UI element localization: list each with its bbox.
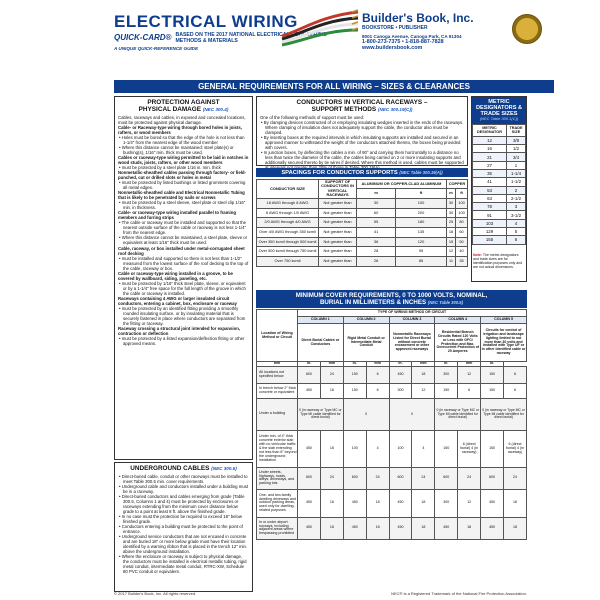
underground-title [115, 463, 252, 472]
spacings-cell-cu-ft: 50 [456, 237, 468, 247]
underground-section [114, 462, 253, 592]
cover-value-cell: 4 [366, 430, 389, 467]
cover-value-cell: 450 [298, 517, 321, 539]
protection-line: Cables or raceway-type wiring permitted to be laid in notches in wood studs, joists, rafters, or other wood members [118, 155, 249, 166]
table-row [257, 517, 527, 539]
column-label: COLUMN 1 [298, 317, 344, 324]
metric-note [471, 252, 527, 270]
cover-value-cell: 6 [504, 366, 527, 383]
min-cover-title-line2: BURIAL IN MILLIMETERS & INCHES [319, 299, 427, 307]
cover-note-cell: 0 (in raceway or Type MC or Type MI cable identified for direct burial) [481, 398, 527, 430]
unit-mm: mm [366, 362, 389, 367]
wire-bundle-icon [280, 6, 360, 46]
location-cell: Under streets, highways, roads, alleys, driveways, and parking lots [257, 467, 298, 489]
min-cover-column-descriptions [257, 324, 527, 362]
spacings-cell-al-m: 36 [357, 237, 396, 247]
column-label: COLUMN 5 [481, 317, 527, 324]
cover-value-cell: 150 [343, 383, 366, 398]
cover-value-cell: 24 [412, 467, 435, 489]
underground-line: • Where the enclosure or raceway is subject to physical damage, the conductors must be installed in electrical metallic tubing, rigid metal conduit, intermediate metal conduit, RTRC-XW, Schedule 80 PVC conduit or equivalent. [119, 554, 247, 575]
spacings-cell-cu-ft: 100 [456, 208, 468, 218]
trade-size-cell: 2 [507, 186, 526, 194]
underground-ref: (NEC 300.5) [211, 466, 237, 471]
spacings-header-al-m: m [357, 189, 396, 198]
cover-value-cell: 300 [435, 489, 458, 517]
spacings-cell-size: Over 350 kcmil through 500 kcmil [257, 237, 319, 247]
cover-value-cell: 18 [412, 489, 435, 517]
spacings-cell-cu-m: 25 [446, 218, 455, 228]
column-label: COLUMN 4 [435, 317, 481, 324]
metric-note-text: The metric designators and trade sizes are for identification purposes only and are not actual dimensions. [473, 253, 523, 270]
location-cell: In trench below 2" thick concrete or equivalent [257, 383, 298, 398]
trade-size-cell: 3 [507, 203, 526, 211]
spacings-cell-al-ft: 135 [396, 228, 447, 238]
cover-value-cell: 600 [389, 467, 412, 489]
spacings-cell-cu-m: 15 [446, 237, 455, 247]
spacings-cell-al-ft: 95 [396, 247, 447, 257]
protection-line: • must be protected by a steel plate 1/16 in. min. thick [119, 165, 221, 171]
table-row [473, 153, 526, 161]
metric-designator-cell: 16 [473, 145, 507, 153]
unit-in: in. [435, 362, 458, 367]
cover-value-cell: 18 [320, 383, 343, 398]
publisher-name: Builder's Book, Inc. [362, 11, 474, 25]
protection-line: • The cable or raceway must be installed and supported so that the nearest outside surface of the cable or raceway is not less 1-1/4" from the nearest edge. [119, 220, 247, 236]
metric-designator-cell: 155 [473, 236, 507, 244]
cover-value-cell: 6 (direct burial) 4 (in raceway) [458, 430, 481, 467]
vertical-raceways-line: • By inserting boxes at the required intervals in which insulating supports are installed and secured in an approved manner to withstand the weight of the conductors attached thereto, the boxes being provided with covers. [261, 135, 461, 151]
general-requirements-banner: GENERAL REQUIREMENTS FOR ALL WIRING – SIZES & CLEARANCES [114, 80, 554, 93]
vertical-raceways-body [257, 113, 467, 172]
cover-value-cell: 18 [412, 517, 435, 539]
table-row [473, 136, 526, 144]
spacings-header-aluminum: ALUMINUM OR COPPER-CLAD ALUMINUM [357, 180, 447, 189]
metric-designator-cell: 53 [473, 186, 507, 194]
spacings-cell-size: Over 4/0 AWG through 350 kcmil [257, 228, 319, 238]
spacings-cell-al-m: 41 [357, 228, 396, 238]
publisher-subtitle: BOOKSTORE • PUBLISHER [362, 24, 428, 31]
spacings-ref: (NEC Table 300.19(A)) [399, 170, 443, 175]
column-description: Residential Branch Circuits Rated 120 Volts or Less with GFCI Protection and Max. Overcurrent Protection of 20 Amperes [435, 324, 481, 362]
cover-value-cell: 150 [343, 366, 366, 383]
underground-line: • Underground cable and conductors installed under a building must be in a raceway. [119, 484, 249, 495]
table-row [473, 194, 526, 202]
table-row [257, 208, 468, 218]
cover-value-cell: 12 [458, 489, 481, 517]
protection-line: • must be protected by listed bushings or listed grommets covering all metal edges. [119, 180, 246, 191]
metric-designator-cell: 78 [473, 203, 507, 211]
cover-value-cell: 24 [366, 467, 389, 489]
cover-value-cell: 450 [481, 517, 504, 539]
location-cell: In or under airport runways, including adjacent areas where trespassing prohibited [257, 517, 298, 539]
cover-value-cell: 18 [504, 517, 527, 539]
vertical-raceways-ref: (NEC 300.19(C)) [377, 107, 413, 113]
copyright: © 2017 Builder's Book, Inc. All rights reserved. [114, 591, 197, 596]
spacings-cell-cu-ft: 80 [456, 218, 468, 228]
trade-size-cell: 1-1/2 [507, 178, 526, 186]
spacings-cell-al-m: 26 [357, 257, 396, 267]
cover-value-cell: 24 [320, 366, 343, 383]
publisher-phone: 1-800-273-7375 • 1-818-887-7828 [362, 38, 444, 45]
cover-value-cell: 24 [504, 467, 527, 489]
cover-value-cell: 450 [389, 489, 412, 517]
vertical-raceways-title-line2: SUPPORT METHODS [311, 106, 377, 114]
spacings-cell-cu-ft: 35 [456, 257, 468, 267]
metric-note-label: Note: [473, 253, 482, 257]
protection-line: • Holes must be bored so that the edge of the hole is not less than 1-1/4" from the nearest edge of the wood member [119, 135, 245, 146]
cover-value-cell: 18 [366, 489, 389, 517]
trade-size-cell: 2-1/2 [507, 194, 526, 202]
cover-note-cell: 0 [389, 398, 435, 430]
trade-size-cell: 4 [507, 219, 526, 227]
cover-value-cell: 450 [389, 366, 412, 383]
cover-value-cell: 150 [481, 366, 504, 383]
metric-header-trade: TRADE SIZE [507, 124, 526, 136]
spacings-cell-cu-m: 11 [446, 257, 455, 267]
table-row [473, 203, 526, 211]
spacings-cell-al-ft: 200 [396, 208, 447, 218]
unit-mm: mm [257, 362, 298, 367]
cover-value-cell: 18 [412, 366, 435, 383]
spacings-cell-al-m: 60 [357, 208, 396, 218]
spacings-banner [256, 168, 468, 177]
cover-value-cell: 600 [481, 467, 504, 489]
spacings-cell-size: Over 500 kcmil through 750 kcmil [257, 247, 319, 257]
protection-line: • must be installed and supported so there is not less than 1-1/2" measured from the lowest surface of the roof decking to the top of the cable, raceway or box. [119, 255, 249, 271]
spacings-cell-al-ft: 180 [396, 218, 447, 228]
min-cover-banner [256, 290, 527, 308]
cover-value-cell: 150 [435, 383, 458, 398]
table-row [257, 257, 468, 267]
spacings-cell-size: 6 AWG through 1/0 AWG [257, 208, 319, 218]
underground-line: • Conductors entering a building must be protected to the point of entrance. [119, 524, 243, 535]
cover-value-cell: 6 (direct burial) 4 (in raceway) [504, 430, 527, 467]
spacings-header-support: SUPPORT OF CONDUCTORS IN VERTICAL RACEWAYS [319, 180, 357, 199]
unit-in: in. [343, 362, 366, 367]
protection-title-line1: PROTECTION AGAINST [147, 99, 220, 106]
min-cover-title-line1: MINIMUM COVER REQUIREMENTS, 0 TO 1000 VOLTS, NOMINAL, [295, 292, 488, 299]
table-row [473, 170, 526, 178]
metric-designator-cell: 103 [473, 219, 507, 227]
cover-value-cell: 100 [343, 430, 366, 467]
table-row [473, 228, 526, 236]
min-cover-location-header: Location of Wiring Method or Circuit [257, 310, 298, 362]
underground-line: • In no case must the protection be required to exceed 18" below finished grade. [119, 514, 242, 525]
metric-header-designator: METRIC DESIGNATOR [473, 124, 507, 136]
cover-value-cell: 12 [412, 383, 435, 398]
cover-value-cell: 18 [366, 517, 389, 539]
table-row [473, 145, 526, 153]
spacings-cell-size: 18 AWG through 8 AWG [257, 198, 319, 208]
cover-value-cell: 450 [298, 383, 321, 398]
protection-line: Nonmetallic-sheathed cable and Electrical Nonmetallic Tubing that is likely to be penetrated by nails or screws [118, 190, 245, 201]
page-title: ELECTRICAL WIRING [114, 12, 298, 31]
protection-line: Raceway crossing a structural joint intended for expansion, contraction or deflection [118, 325, 241, 336]
protection-line: • must be protected by 1/16" thick steel plate, sleeve, or equivalent or by a 1-1/4" free space for the full length of the groove in which the cable or raceway is installed. [119, 280, 246, 296]
metric-ref: (NEC Table 300.1(C)) [479, 116, 519, 122]
publisher-block [362, 12, 522, 51]
cover-value-cell: 150 [481, 383, 504, 398]
cover-value-cell: 450 [481, 489, 504, 517]
cover-value-cell: 450 [389, 517, 412, 539]
spacings-cell-support: Not greater than [319, 198, 357, 208]
spacings-header-cu-m: m [446, 189, 455, 198]
metric-designator-cell: 27 [473, 161, 507, 169]
table-row [257, 398, 527, 430]
column-description: Direct Burial Cables or Conductors [298, 324, 344, 362]
metric-designator-cell: 129 [473, 228, 507, 236]
trade-size-cell: 1 [507, 161, 526, 169]
table-row [257, 489, 527, 517]
cover-value-cell: 18 [320, 489, 343, 517]
column-description: Rigid Metal Conduit or Intermediate Metal Conduit [343, 324, 389, 362]
trade-size-cell: 5 [507, 228, 526, 236]
spacings-cell-support: Not greater than [319, 237, 357, 247]
protection-line: Cables, raceways and cables, in exposed and concealed locations, must be protected against physical damage. [118, 115, 246, 126]
cover-value-cell: 18 [504, 489, 527, 517]
spacings-cell-cu-m: 30 [446, 198, 455, 208]
cover-value-cell: 450 [298, 489, 321, 517]
table-row [473, 236, 526, 244]
trade-size-cell: 1-1/4 [507, 170, 526, 178]
cover-value-cell: 6 [458, 383, 481, 398]
spacings-cell-cu-m: 30 [446, 208, 455, 218]
spacings-table [256, 179, 468, 267]
cover-value-cell: 600 [298, 467, 321, 489]
table-row [257, 430, 527, 467]
table-row [257, 247, 468, 257]
table-row [473, 211, 526, 219]
cover-value-cell: 18 [320, 430, 343, 467]
cover-value-cell: 150 [481, 430, 504, 467]
cover-value-cell: 6 [366, 383, 389, 398]
metric-rows [473, 136, 526, 244]
protection-line: Cable- or raceway-type wiring installed parallel to framing members and furring strips [118, 210, 236, 221]
underground-body [115, 472, 252, 576]
trade-size-cell: 3-1/2 [507, 211, 526, 219]
underground-line: • Underground service conductors that are not encased in concrete and are buried 18" or more below grade must have their location identified by a warning ribbon that is placed in the trench 12" min. above the underground installation. [119, 534, 248, 555]
vertical-raceways-line: • In junction boxes, by deflecting the cables a min. of 90° and carrying them horizontally to a distance no less than twice the diameter of the cable, the cables being carried on 2 or more insulating supports and additionally secured thereto by tie wires if desired. Where this method is used, cables must be supported [261, 150, 464, 166]
location-cell: Under a building [257, 398, 298, 430]
spacings-cell-al-m: 28 [357, 247, 396, 257]
vertical-raceways-line: One of the following methods of support must be used: [260, 115, 365, 121]
metric-table [472, 124, 526, 245]
cover-value-cell: 450 [343, 489, 366, 517]
table-row [473, 178, 526, 186]
table-row [473, 219, 526, 227]
spacings-cell-support: Not greater than [319, 218, 357, 228]
protection-line: Cable or raceway-type wiring installed in a groove, to be covered by wallboard, siding, paneling, etc. [118, 270, 233, 281]
unit-in: in. [481, 362, 504, 367]
cover-value-cell: 450 [343, 517, 366, 539]
tagline: A UNIQUE QUICK-REFERENCE GUIDE [114, 46, 199, 52]
table-row [257, 366, 527, 383]
protection-line: • Where this distance cannot be maintained, a steel plate, sleeve or equivalent at least 1/16" thick must be used. [119, 235, 248, 246]
spacings-cell-cu-m: 12 [446, 247, 455, 257]
trade-size-cell: 1/2 [507, 145, 526, 153]
protection-line: • must be protected by a listed expansion/deflection fitting or other approved means. [119, 335, 245, 346]
table-row [257, 218, 468, 228]
trademark-notice: NEC® is a Registered Trademark of the National Fire Protection Association. [391, 591, 527, 596]
cover-value-cell: 600 [435, 467, 458, 489]
spacings-rows [257, 198, 468, 266]
cover-value-cell: 100 [389, 430, 412, 467]
spacings-cell-al-m: 55 [357, 218, 396, 228]
location-cell: One- and two-family dwelling driveways and outdoor parking areas, used only for dwelling-related purposes [257, 489, 298, 517]
protection-line: Nonmetallic-sheathed cables passing through factory- or field-punched, cut or drilled slots or holes in metal [118, 170, 246, 181]
cover-value-cell: 6 [366, 366, 389, 383]
brand-name: QUICK-CARD® [114, 32, 172, 42]
spacings-cell-support: Not greater than [319, 247, 357, 257]
unit-mm: mm [320, 362, 343, 367]
cover-value-cell: 300 [435, 366, 458, 383]
spacings-cell-cu-ft: 100 [456, 198, 468, 208]
cover-note-cell: 0 (in raceway or Type MC or Type MI cable identified for direct burial) [298, 398, 344, 430]
unit-in: in. [389, 362, 412, 367]
protection-line: Raceways containing 4 AWG or larger insulated circuit conductors, entering a cabinet, box, enclosure or raceway [118, 295, 237, 306]
min-cover-table [256, 309, 527, 540]
cover-value-cell: 4 [412, 430, 435, 467]
unit-mm: mm [458, 362, 481, 367]
min-cover-type-header: TYPE OF WIRING METHOD OR CIRCUIT [298, 310, 527, 317]
location-cell: Under min. of 4" thick concrete exterior slab with no vehicular traffic & the slab extending not less than 6" beyond the underground installation [257, 430, 298, 467]
spacings-header-cu-ft: ft [456, 189, 468, 198]
vertical-raceways-line: • By clamping devices constructed of or employing insulating wedges inserted in the ends of the raceways. Where clamping of insulation does not adequately support the cable, the conductor also must be clamped. [261, 120, 464, 136]
column-description: Nonmetallic Raceways Listed for Direct Burial without concrete encasement or other approved raceways [389, 324, 435, 362]
vertical-raceways-title [257, 97, 467, 113]
protection-line: • Where this distance cannot be maintained: steel plate(s) or bushing(s), 1/16" min. thick must be used. [119, 145, 234, 156]
cover-note-cell: 0 (in raceway or Type MC or Type MI cable identified for direct burial) [435, 398, 481, 430]
column-label: COLUMN 2 [343, 317, 389, 324]
header [0, 0, 600, 70]
quality-seal-icon [512, 14, 542, 44]
spacings-cell-al-m: 30 [357, 198, 396, 208]
spacings-cell-support: Not greater than [319, 257, 357, 267]
cover-value-cell: 450 [298, 430, 321, 467]
code-edition: BASED ON THE 2017 NATIONAL ELECTRICAL CODE WIRING METHODS & MATERIALS [175, 31, 327, 44]
table-row [257, 383, 527, 398]
table-row [257, 237, 468, 247]
spacings-cell-al-ft: 85 [396, 257, 447, 267]
cover-value-cell: 12 [458, 366, 481, 383]
column-label: COLUMN 3 [389, 317, 435, 324]
protection-line: Cable- or Raceway-type wiring through bored holes in joists, rafters, or wood members [118, 125, 242, 136]
spacings-cell-cu-m: 18 [446, 228, 455, 238]
cover-value-cell: 600 [298, 366, 321, 383]
underground-title-text: UNDERGROUND CABLES [130, 465, 210, 472]
min-cover-rows [257, 366, 527, 539]
cover-value-cell: 6 [504, 383, 527, 398]
cover-value-cell: 24 [458, 467, 481, 489]
trade-size-cell: 3/4 [507, 153, 526, 161]
publisher-website[interactable]: www.buildersbook.com [362, 45, 423, 52]
table-row [257, 467, 527, 489]
metric-designator-cell: 12 [473, 136, 507, 144]
protection-body [115, 113, 252, 348]
publisher-address: 8001 Canoga Avenue, Canoga Park, CA 91304 [362, 33, 462, 39]
spacings-header-size: CONDUCTOR SIZE [257, 180, 319, 199]
protection-section [114, 96, 253, 460]
cover-value-cell: 150 [435, 430, 458, 467]
underground-line: • Direct-buried cable, conduit or other raceways must be installed to meet Table 300.5 min. cover requirements. [119, 474, 248, 485]
protection-title-line2: PHYSICAL DAMAGE [138, 106, 202, 114]
spacings-cell-support: Not greater than [319, 228, 357, 238]
protection-title [115, 97, 252, 113]
metric-designator-cell: 91 [473, 211, 507, 219]
cover-value-cell: 18 [320, 517, 343, 539]
spacings-cell-cu-ft: 40 [456, 247, 468, 257]
trade-size-cell: 6 [507, 236, 526, 244]
spacings-cell-al-ft: 120 [396, 237, 447, 247]
vertical-raceways-title-line1: CONDUCTORS IN VERTICAL RACEWAYS – [296, 99, 428, 106]
metric-designator-cell: 63 [473, 194, 507, 202]
cover-value-cell: 450 [435, 517, 458, 539]
metric-title [472, 97, 526, 124]
cover-value-cell: 18 [458, 517, 481, 539]
footer [114, 592, 527, 600]
cover-value-cell: 300 [389, 383, 412, 398]
cover-value-cell: 600 [343, 467, 366, 489]
cover-value-cell: 24 [320, 467, 343, 489]
spacings-header-copper: COPPER [446, 180, 467, 189]
spacings-cell-size: 2/0 AWG through 4/0 AWG [257, 218, 319, 228]
metric-designator-cell: 35 [473, 170, 507, 178]
trade-size-cell: 3/8 [507, 136, 526, 144]
column-description: Circuits for control of irrigation and landscape lighting limited to not more than 30 volts and installed with Type UF or in other identified cable or raceway [481, 324, 527, 362]
protection-line: • must be protected by an identified fitting providing a smoothly rounded insulating surface, or by insulating material that is securely fastened in place where conductors are separated from the fitting or raceway. [119, 305, 246, 326]
metric-title-text: METRIC DESIGNATORS & TRADE SIZES [475, 99, 523, 118]
min-cover-column-labels [257, 317, 527, 324]
protection-line: • must be protected by a steel sleeve, steel plate or steel clip 1/16" min. in thickness. [119, 200, 246, 211]
cover-note-cell: 0 [343, 398, 389, 430]
spacings-cell-cu-ft: 60 [456, 228, 468, 238]
spacings-header-al-ft: ft [396, 189, 447, 198]
vertical-raceways-section [256, 96, 468, 166]
protection-line: Cable, raceway, or box installed under metal-corrugated sheet roof decking [118, 245, 245, 256]
metric-designator-cell: 21 [473, 153, 507, 161]
metric-designator-cell: 41 [473, 178, 507, 186]
unit-in: in. [298, 362, 321, 367]
min-cover-ref: (NEC Table 300.5) [427, 300, 464, 306]
table-row [257, 198, 468, 208]
location-cell: All locations not specified below [257, 366, 298, 383]
spacings-cell-al-ft: 100 [396, 198, 447, 208]
spacings-title: SPACINGS FOR CONDUCTOR SUPPORTS [281, 170, 398, 176]
table-row [257, 228, 468, 238]
spacings-cell-size: Over 750 kcmil [257, 257, 319, 267]
spacings-cell-support: Not greater than [319, 208, 357, 218]
table-row [473, 186, 526, 194]
unit-mm: mm [412, 362, 435, 367]
table-row [473, 161, 526, 169]
protection-ref: (NEC 300.4) [202, 107, 229, 113]
underground-line: • Direct-buried conductors and cables emerging from grade (Table 300.5, Columns 1 and 4) must be protected by enclosures or raceways extending from the minimum cover distance below grade to a point at least 8 ft. above the finished grade. [119, 494, 245, 515]
